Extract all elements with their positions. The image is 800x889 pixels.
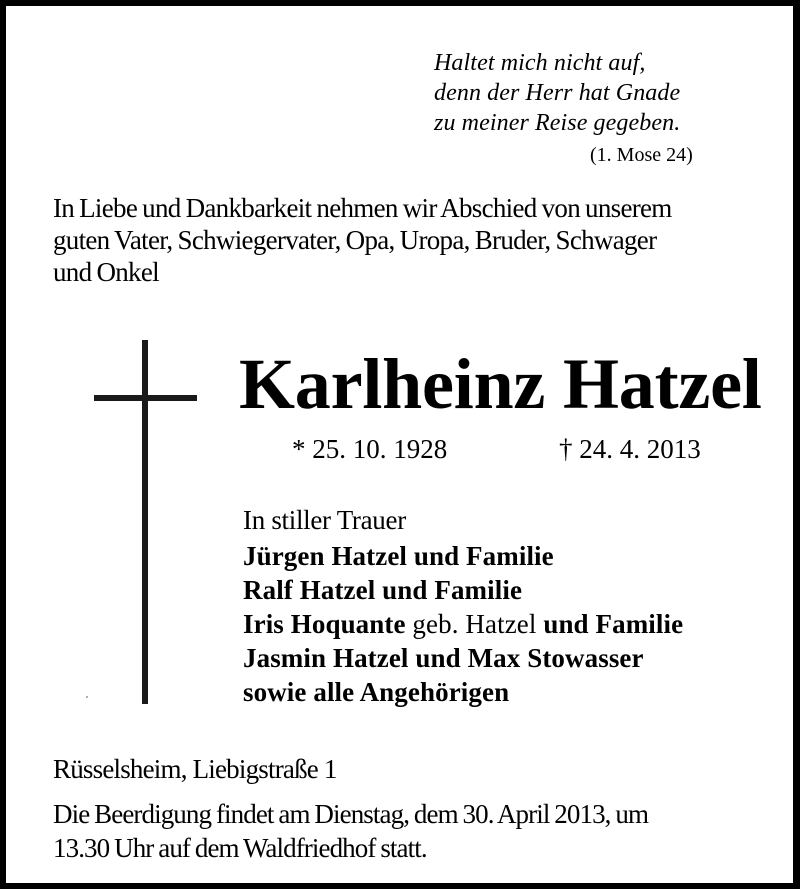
mourner-suffix: und Familie	[543, 609, 684, 639]
intro-line: und Onkel	[53, 257, 159, 287]
mourner-row	[243, 607, 683, 641]
intro-line: In Liebe und Dankbarkeit nehmen wir Abschied von unserem	[53, 193, 672, 223]
obituary-notice	[6, 6, 793, 883]
verse-line: Haltet mich nicht auf,	[434, 50, 646, 76]
verse-source: (1. Mose 24)	[590, 144, 693, 166]
funeral-line: Die Beerdigung findet am Dienstag, dem 30. April 2013, um	[53, 799, 649, 829]
bible-verse	[434, 48, 680, 138]
mourner-row: Jasmin Hatzel und Max Stowasser	[243, 643, 644, 673]
maiden-name: geb. Hatzel	[405, 609, 544, 639]
cross-horizontal-bar	[94, 395, 197, 401]
verse-line: denn der Herr hat Gnade	[434, 80, 681, 106]
mourner-row: sowie alle Angehörigen	[243, 677, 510, 707]
funeral-line: 13.30 Uhr auf dem Waldfriedhof statt.	[53, 833, 427, 863]
funeral-info	[53, 797, 793, 865]
mourners-heading: In stiller Trauer	[243, 505, 406, 535]
deceased-name: Karlheinz Hatzel	[239, 344, 762, 424]
birth-date: * 25. 10. 1928	[292, 434, 448, 464]
intro-text	[53, 192, 793, 288]
mourner-row: Jürgen Hatzel und Familie	[243, 541, 554, 571]
verse-line: zu meiner Reise gegeben.	[434, 110, 681, 136]
mourner-name: Iris Hoquante	[243, 609, 406, 639]
print-speck	[86, 696, 88, 698]
mourner-row: Ralf Hatzel und Familie	[243, 575, 523, 605]
death-date: † 24. 4. 2013	[559, 434, 701, 464]
mourners-list	[243, 503, 683, 709]
family-address: Rüsselsheim, Liebigstraße 1	[53, 754, 337, 784]
intro-line: guten Vater, Schwiegervater, Opa, Uropa, Bruder, Schwager	[53, 225, 657, 255]
